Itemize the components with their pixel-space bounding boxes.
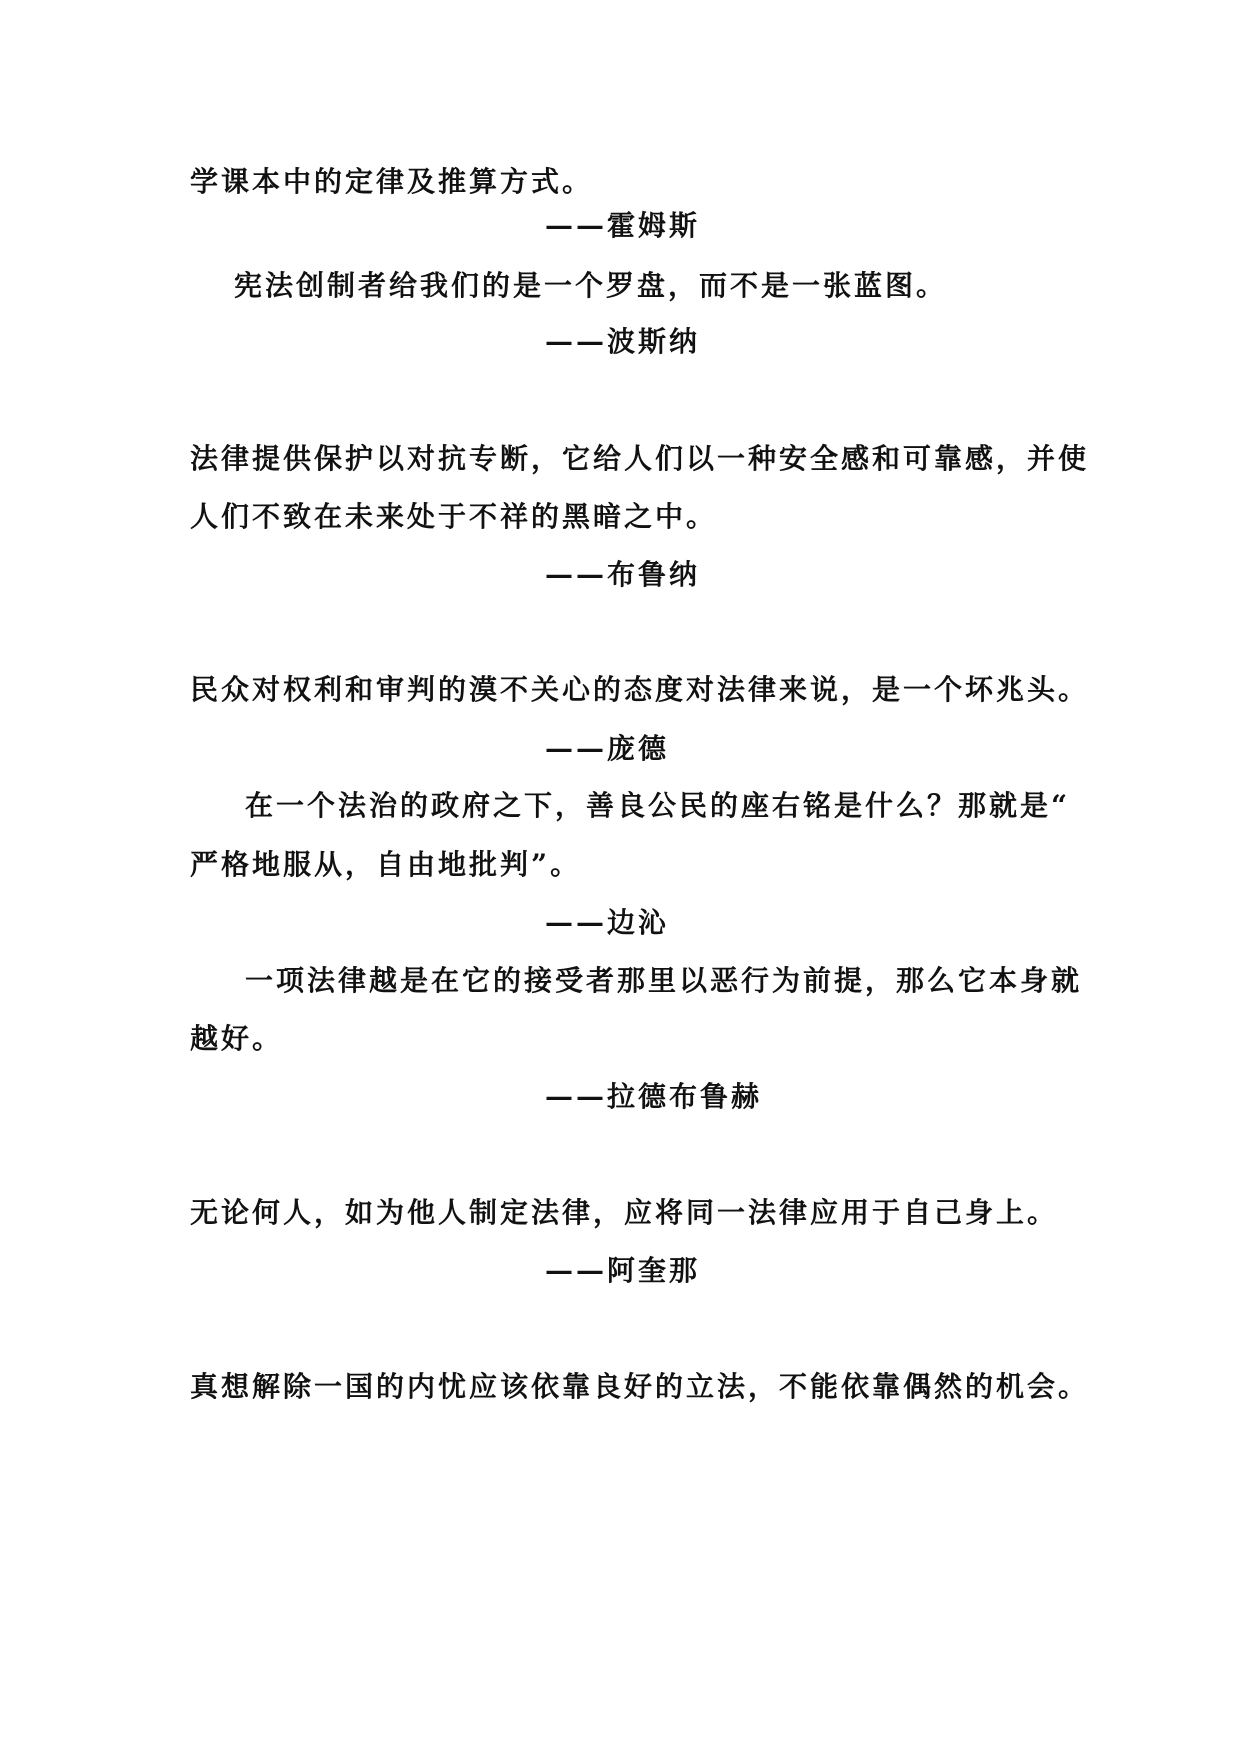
quote-author: ——边沁 [545, 906, 670, 939]
quote-text-line: 人们不致在未来处于不祥的黑暗之中。 [190, 500, 718, 533]
quote-author: ——拉德布鲁赫 [545, 1080, 763, 1113]
quote-text-line: 无论何人，如为他人制定法律，应将同一法律应用于自己身上。 [190, 1196, 1059, 1229]
quote-author: ——庞德 [545, 732, 670, 765]
quote-text-line: 一项法律越是在它的接受者那里以恶行为前提，那么它本身就 [245, 964, 1083, 997]
quote-author: ——布鲁纳 [545, 558, 701, 591]
quote-text-line: 真想解除一国的内忧应该依靠良好的立法，不能依靠偶然的机会。 [190, 1370, 1090, 1403]
quote-author: ——阿奎那 [545, 1254, 701, 1287]
quote-text-line: 学课本中的定律及推算方式。 [190, 165, 594, 198]
quote-text-line: 在一个法治的政府之下，善良公民的座右铭是什么？那就是“ [245, 789, 1071, 822]
quote-text-line: 严格地服从，自由地批判”。 [190, 848, 582, 881]
quote-text-line: 民众对权利和审判的漠不关心的态度对法律来说，是一个坏兆头。 [190, 673, 1090, 706]
quote-text-line: 越好。 [190, 1022, 284, 1055]
quote-text-line: 法律提供保护以对抗专断，它给人们以一种安全感和可靠感，并使 [190, 442, 1090, 475]
quote-text-line: 宪法创制者给我们的是一个罗盘，而不是一张蓝图。 [234, 269, 948, 302]
quote-author: ——霍姆斯 [545, 209, 701, 242]
quote-author: ——波斯纳 [545, 325, 701, 358]
